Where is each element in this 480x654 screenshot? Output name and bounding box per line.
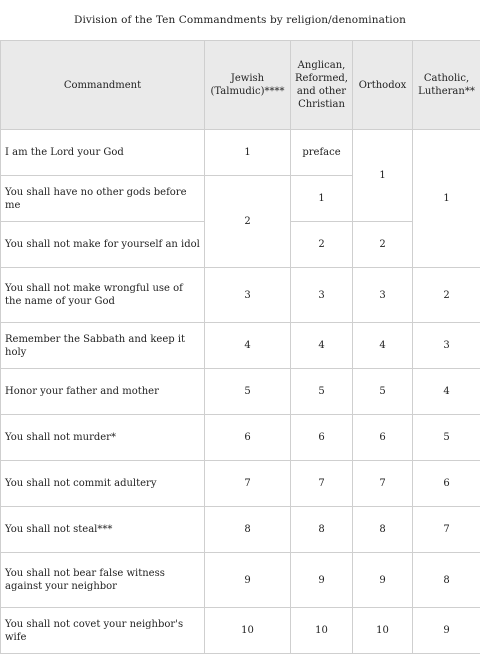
anglican-cell: preface [291, 130, 353, 176]
catholic-cell: 8 [413, 553, 480, 608]
table-row [1, 415, 480, 461]
commandment-cell: You shall not murder* [1, 415, 205, 461]
commandment-cell: You shall not covet your neighbor's wife [1, 608, 205, 654]
anglican-cell: 8 [291, 507, 353, 553]
commandment-cell: Remember the Sabbath and keep it holy [1, 323, 205, 369]
anglican-cell: 5 [291, 369, 353, 415]
commandment-cell: Honor your father and mother [1, 369, 205, 415]
jewish-cell: 10 [205, 608, 291, 654]
orthodox-cell: 7 [353, 461, 413, 507]
jewish-cell: 7 [205, 461, 291, 507]
orthodox-cell: 6 [353, 415, 413, 461]
jewish-cell: 5 [205, 369, 291, 415]
table-row [1, 323, 480, 369]
table-caption: Division of the Ten Commandments by religion/denomination [0, 0, 480, 40]
orthodox-cell: 3 [353, 268, 413, 323]
header-anglican: Anglican, Reformed, and other Christian [291, 41, 353, 130]
commandment-cell: You shall not steal*** [1, 507, 205, 553]
catholic-cell: 4 [413, 369, 480, 415]
table-row [1, 369, 480, 415]
catholic-cell: 9 [413, 608, 480, 654]
anglican-cell: 6 [291, 415, 353, 461]
table-row [1, 507, 480, 553]
commandment-cell: You shall not make wrongful use of the name of your God [1, 268, 205, 323]
anglican-cell: 4 [291, 323, 353, 369]
jewish-cell: 2 [205, 176, 291, 268]
orthodox-cell: 10 [353, 608, 413, 654]
anglican-cell: 3 [291, 268, 353, 323]
anglican-cell: 7 [291, 461, 353, 507]
orthodox-cell: 9 [353, 553, 413, 608]
jewish-cell: 8 [205, 507, 291, 553]
commandment-cell: I am the Lord your God [1, 130, 205, 176]
table-row [1, 268, 480, 323]
table-header-row [1, 41, 480, 130]
jewish-cell: 1 [205, 130, 291, 176]
header-orthodox: Orthodox [353, 41, 413, 130]
orthodox-cell: 4 [353, 323, 413, 369]
header-commandment: Commandment [1, 41, 205, 130]
anglican-cell: 9 [291, 553, 353, 608]
jewish-cell: 6 [205, 415, 291, 461]
table-row [1, 553, 480, 608]
anglican-cell: 2 [291, 222, 353, 268]
table-row [1, 461, 480, 507]
commandment-cell: You shall not bear false witness against your neighbor [1, 553, 205, 608]
jewish-cell: 3 [205, 268, 291, 323]
anglican-cell: 10 [291, 608, 353, 654]
orthodox-cell: 2 [353, 222, 413, 268]
header-catholic: Catholic, Lutheran** [413, 41, 480, 130]
commandment-cell: You shall not make for yourself an idol [1, 222, 205, 268]
orthodox-cell: 1 [353, 130, 413, 222]
orthodox-cell: 5 [353, 369, 413, 415]
jewish-cell: 9 [205, 553, 291, 608]
catholic-cell: 3 [413, 323, 480, 369]
commandment-cell: You shall not commit adultery [1, 461, 205, 507]
table-row [1, 608, 480, 654]
catholic-cell: 1 [413, 130, 480, 268]
catholic-cell: 5 [413, 415, 480, 461]
orthodox-cell: 8 [353, 507, 413, 553]
catholic-cell: 6 [413, 461, 480, 507]
anglican-cell: 1 [291, 176, 353, 222]
table-row [1, 130, 480, 176]
catholic-cell: 7 [413, 507, 480, 553]
jewish-cell: 4 [205, 323, 291, 369]
commandment-cell: You shall have no other gods before me [1, 176, 205, 222]
catholic-cell: 2 [413, 268, 480, 323]
header-jewish: Jewish (Talmudic)**** [205, 41, 291, 130]
commandments-table [0, 40, 480, 654]
